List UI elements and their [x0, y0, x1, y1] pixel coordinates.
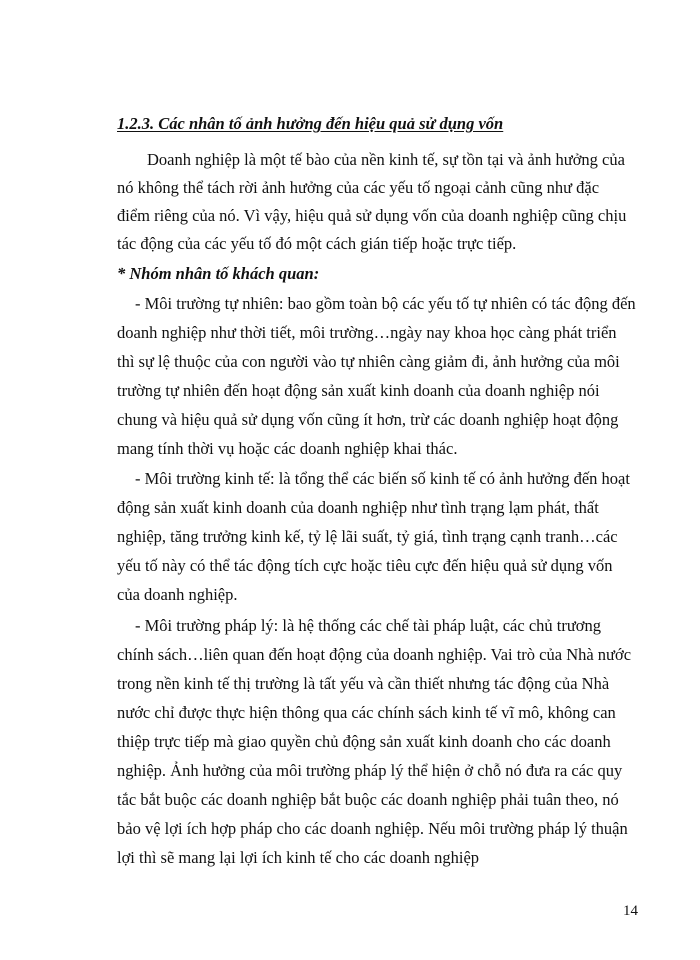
legal-env-line-2: chính sách…liên quan đến hoạt động của doanh nghiệp. Vai trò của Nhà nước — [117, 645, 632, 664]
natural-env-line-2: doanh nghiệp như thời tiết, môi trường…ngày nay khoa học càng phát triển — [117, 323, 617, 342]
section-heading: 1.2.3. Các nhân tố ảnh hưởng đến hiệu quả sử dụng vốn — [117, 114, 504, 133]
intro-line-4: tác động của các yếu tố đó một cách gián tiếp hoặc trực tiếp. — [117, 234, 517, 253]
intro-line-2: nó không thể tách rời ảnh hưởng của các yếu tố ngoại cảnh cũng như đặc — [117, 178, 600, 197]
intro-line-3: điểm riêng của nó. Vì vậy, hiệu quả sử dụng vốn của doanh nghiệp cũng chịu — [117, 206, 627, 225]
legal-env-line-7: tắc bắt buộc các doanh nghiệp bắt buộc các doanh nghiệp phải tuân theo, nó — [117, 790, 619, 809]
legal-env-line-5: thiệp trực tiếp mà giao quyền chủ động sản xuất kinh doanh cho các doanh — [117, 732, 611, 751]
economic-env-line-3: nghiệp, tăng trưởng kinh kế, tỷ lệ lãi suất, tỷ giá, tình trạng cạnh tranh…các — [117, 527, 618, 546]
legal-env-line-4: nước chỉ được thực hiện thông qua các chính sách kinh tế vĩ mô, không can — [117, 703, 616, 722]
natural-env-line-4: trường tự nhiên đến hoạt động sản xuất kinh doanh của doanh nghiệp nói — [117, 381, 600, 400]
page-number: 14 — [623, 903, 638, 919]
economic-env-line-1: - Môi trường kinh tế: là tổng thể các biến số kinh tế có ảnh hưởng đến hoạt — [135, 469, 630, 488]
economic-env-line-2: động sản xuất kinh doanh của doanh nghiệp như tình trạng lạm phát, thất — [117, 498, 599, 517]
legal-env-line-1: - Môi trường pháp lý: là hệ thống các chế tài pháp luật, các chủ trương — [135, 616, 602, 635]
legal-env-line-3: trong nền kinh tế thị trường là tất yếu và cần thiết nhưng tác động của Nhà — [117, 674, 610, 693]
natural-env-line-1: - Môi trường tự nhiên: bao gồm toàn bộ các yếu tố tự nhiên có tác động đến — [135, 294, 636, 313]
legal-env-line-6: nghiệp. Ảnh hưởng của môi trường pháp lý thể hiện ở chỗ nó đưa ra các quy — [117, 761, 623, 780]
economic-env-line-4: yếu tố này có thể tác động tích cực hoặc tiêu cực đến hiệu quả sử dụng vốn — [117, 556, 613, 575]
intro-line-1: Doanh nghiệp là một tế bào của nền kinh tế, sự tồn tại và ảnh hưởng của — [147, 150, 625, 169]
natural-env-line-6: mang tính thời vụ hoặc các doanh nghiệp khai thác. — [117, 439, 458, 458]
legal-env-line-8: bảo vệ lợi ích hợp pháp cho các doanh nghiệp. Nếu môi trường pháp lý thuận — [117, 819, 628, 838]
natural-env-line-5: chung và hiệu quả sử dụng vốn cũng ít hơn, trừ các doanh nghiệp hoạt động — [117, 410, 619, 429]
economic-env-line-5: của doanh nghiệp. — [117, 585, 238, 604]
subheading-objective-factors: * Nhóm nhân tố khách quan: — [117, 264, 320, 283]
natural-env-line-3: thì sự lệ thuộc của con người vào tự nhiên càng giảm đi, ảnh hưởng của môi — [117, 352, 620, 371]
legal-env-line-9: lợi thì sẽ mang lại lợi ích kinh tế cho các doanh nghiệp — [117, 848, 480, 867]
